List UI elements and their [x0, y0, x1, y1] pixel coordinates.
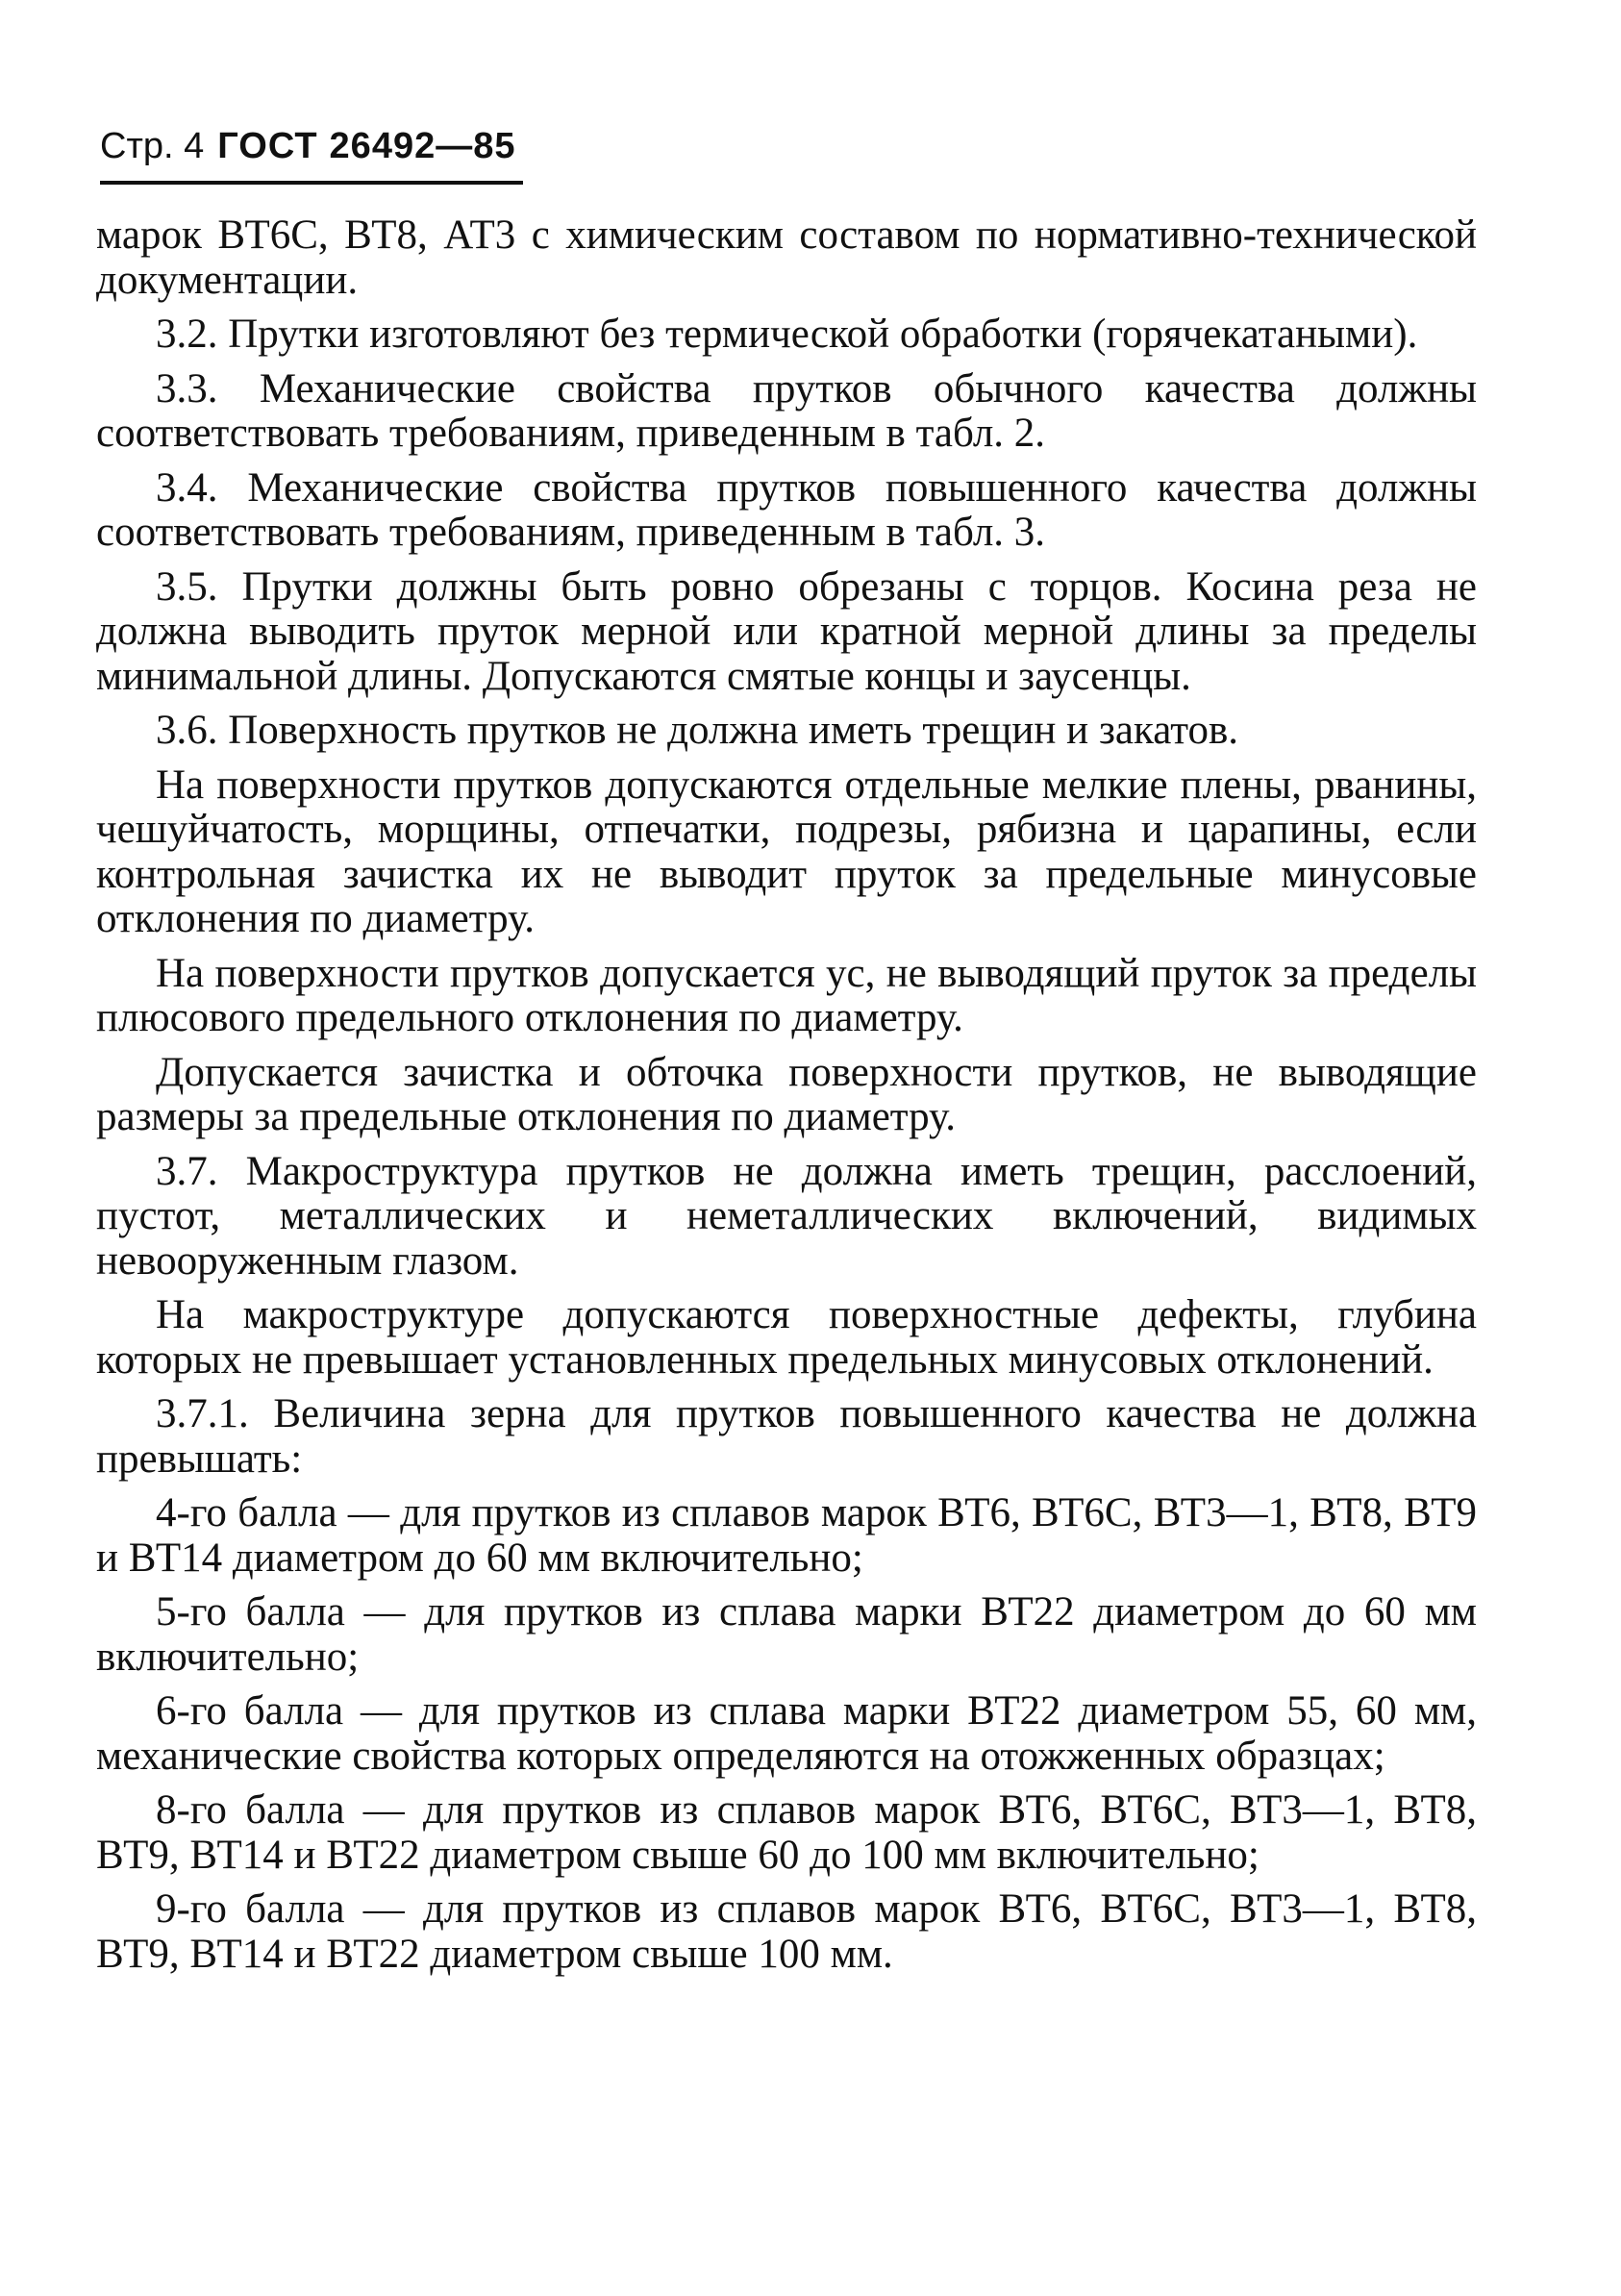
grain-size-item: 6-го балла — для прутков из сплава марки ВТ22 диаметром 55, 60 мм, механические свойства которых определяются на отожженных образцах;	[96, 1688, 1477, 1779]
paragraph-3-5: 3.5. Прутки должны быть ровно обрезаны с торцов. Косина реза не должна выводить пруток мерной или кратной мерной длины за пределы минимальной длины. Допускаются смятые концы и заусенцы.	[96, 563, 1477, 699]
paragraph-3-6: 3.6. Поверхность прутков не должна иметь трещин и закатов.	[156, 708, 1238, 753]
page-number: Стр. 4	[100, 126, 205, 166]
paragraph-continuation: марок ВТ6С, ВТ8, АТ3 с химическим составом по нормативно-технической документации.	[96, 212, 1477, 303]
page-header	[100, 117, 523, 185]
document-body	[96, 213, 1477, 1986]
paragraph-3-2: 3.2. Прутки изготовляют без термической обработки (горячекатаными).	[156, 312, 1418, 357]
grain-size-item: 4-го балла — для прутков из сплавов марок ВТ6, ВТ6С, ВТ3—1, ВТ8, ВТ9 и ВТ14 диаметром до 60 мм включительно;	[96, 1490, 1477, 1581]
standard-number: 26492—85	[329, 126, 516, 166]
grain-size-item: 9-го балла — для прутков из сплавов марок ВТ6, ВТ6С, ВТ3—1, ВТ8, ВТ9, ВТ14 и ВТ22 диаметром свыше 100 мм.	[96, 1886, 1477, 1977]
paragraph-3-7: 3.7. Макроструктура прутков не должна иметь трещин, расслоений, пустот, металлических и неметаллических включений, видимых невооруженным глазом.	[96, 1148, 1477, 1284]
grain-size-item: 5-го балла — для прутков из сплава марки ВТ22 диаметром до 60 мм включительно;	[96, 1589, 1477, 1680]
paragraph-3-4: 3.4. Механические свойства прутков повышенного качества должны соответствовать требованиям, приведенным в табл. 3.	[96, 464, 1477, 555]
paragraph-surface-whisker: На поверхности прутков допускается ус, не выводящий пруток за пределы плюсового предельного отклонения по диаметру.	[96, 950, 1477, 1040]
paragraph-3-7-1: 3.7.1. Величина зерна для прутков повышенного качества не должна превышать:	[96, 1391, 1477, 1482]
paragraph-surface-defects: На поверхности прутков допускаются отдельные мелкие плены, рванины, чешуйчатость, морщины, отпечатки, подрезы, рябизна и царапины, если контрольная зачистка их не выводит пруток за предельные минусовые отклонения по диаметру.	[96, 761, 1477, 941]
paragraph-surface-cleaning: Допускается зачистка и обточка поверхности прутков, не выводящие размеры за предельные отклонения по диаметру.	[96, 1049, 1477, 1139]
standard-label: ГОСТ	[217, 126, 318, 166]
grain-size-item: 8-го балла — для прутков из сплавов марок ВТ6, ВТ6С, ВТ3—1, ВТ8, ВТ9, ВТ14 и ВТ22 диаметром свыше 60 до 100 мм включительно;	[96, 1787, 1477, 1878]
paragraph-3-3: 3.3. Механические свойства прутков обычного качества должны соответствовать требованиям, приведенным в табл. 2.	[96, 365, 1477, 456]
paragraph-macrostructure-defects: На макроструктуре допускаются поверхностные дефекты, глубина которых не превышает установленных предельных минусовых отклонений.	[96, 1292, 1477, 1383]
